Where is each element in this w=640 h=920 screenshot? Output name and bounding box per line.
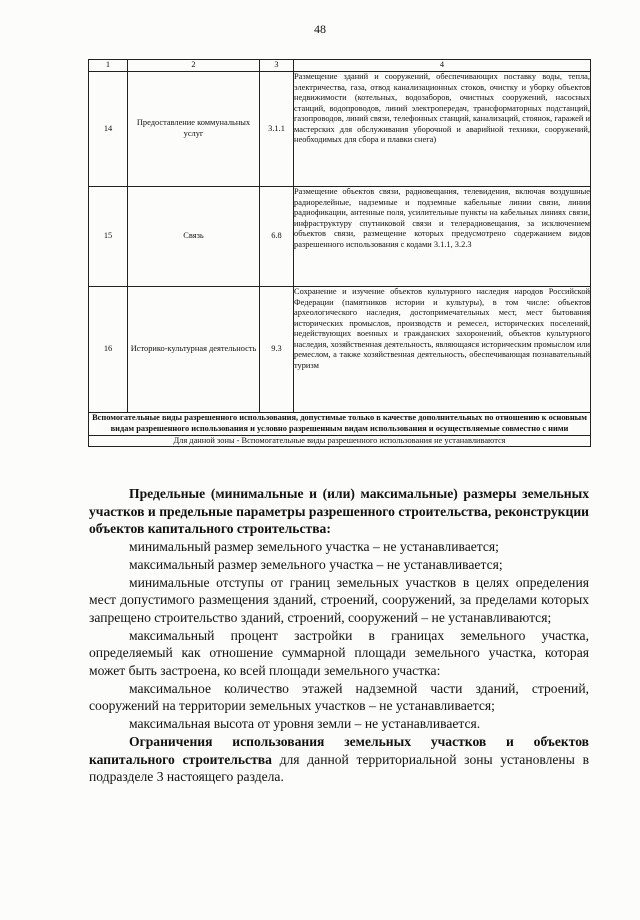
- restrictions-bold: Ограничения использования земельных участков и объектов капитального строительства: [89, 733, 589, 767]
- paragraph-min-size: минимальный размер земельного участка – не устанавливается;: [129, 539, 499, 555]
- paragraph-max-size: максимальный размер земельного участка – не устанавливается;: [129, 556, 503, 572]
- parameters-heading: Предельные (минимальные и (или) максимальные) размеры земельных участков и предельные параметры разрешенного строительства, реконструкции объектов капитального строительства:: [89, 486, 589, 537]
- use-type-description: Размещение объектов связи, радиовещания, телевидения, включая воздушные радиорелейные, надземные и подземные кабельные линии связи, линии радиофикации, антенные поля, усилительные пункты на кабельных линиях связи, инфраструктуру спутниковой связи и телерадиовещания, за исключением объектов связи, размещение которых предусмотрено содержанием видов разрешенного использования с кодами 3.1.1, 3.2.3: [294, 187, 591, 287]
- column-header: 3: [260, 60, 294, 72]
- table-header-row: [89, 60, 591, 72]
- table-row: [89, 187, 591, 287]
- table-row: [89, 287, 591, 413]
- row-number: 14: [89, 72, 128, 187]
- use-type-code: 9.3: [260, 287, 294, 413]
- paragraph-height: максимальная высота от уровня земли – не устанавливается.: [129, 716, 481, 732]
- use-type-name: Предоставление коммунальных услуг: [128, 72, 260, 187]
- restrictions-rest: для данной территориальной зоны установлены в подразделе 3 настоящего раздела.: [89, 751, 589, 785]
- use-type-name: Связь: [128, 187, 260, 287]
- column-header: 2: [128, 60, 260, 72]
- table-row: [89, 72, 591, 187]
- use-type-description: Сохранение и изучение объектов культурного наследия народов Российской Федерации (памятников истории и культуры), в том числе: объектов археологического наследия, достопримечательных мест, мест бытования исторических промыслов, производств и ремесел, исторических поселений, недействующих военных и гражданских захоронений, объектов культурного наследия, хозяйственная деятельность, являющаяся историческим промыслом или ремеслом, а также хозяйственная деятельность, обеспечивающая познавательный туризм: [294, 287, 591, 413]
- paragraph-coverage: максимальный процент застройки в границах земельного участка, определяемый как отношение суммарной площади земельного участка, которая может быть застроена, ко всей площади земельного участка:: [89, 627, 589, 679]
- paragraph-floors: максимальное количество этажей надземной части зданий, строений, сооружений на территории земельных участков – не устанавливается;: [89, 680, 589, 714]
- auxiliary-uses-note: Для данной зоны - Вспомогательные виды разрешенного использования не устанавливаются: [89, 435, 591, 447]
- paragraph-setbacks: минимальные отступы от границ земельных участков в целях определения мест допустимого размещения зданий, строений, сооружений, за пределами которых запрещено строительство зданий, строений, сооружений – не устанавливаются;: [89, 574, 589, 625]
- paragraph-restrictions: [89, 733, 589, 786]
- row-number: 15: [89, 187, 128, 287]
- column-header: 1: [89, 60, 128, 72]
- row-number: 16: [89, 287, 128, 413]
- auxiliary-note-row: [89, 435, 591, 447]
- use-type-code: 3.1.1: [260, 72, 294, 187]
- use-type-name: Историко-культурная деятельность: [128, 287, 260, 413]
- parameters-section: [89, 485, 589, 786]
- use-type-description: Размещение зданий и сооружений, обеспечивающих поставку воды, тепла, электричества, газа, отвод канализационных стоков, очистку и уборку объектов недвижимости (котельных, водозаборов, очистных сооружений, насосных станций, водопроводов, линий электропередач, трансформаторных подстанций, газопроводов, линий связи, телефонных станций, канализаций, стоянок, гаражей и мастерских для обслуживания уборочной и аварийной техники, сооружений, необходимых для сбора и плавки снега): [294, 72, 591, 187]
- column-header: 4: [294, 60, 591, 72]
- land-use-table: [88, 59, 591, 447]
- use-type-code: 6.8: [260, 187, 294, 287]
- page-number: 48: [314, 22, 326, 36]
- auxiliary-title-row: [89, 413, 591, 436]
- auxiliary-uses-title: Вспомогательные виды разрешенного использования, допустимые только в качестве дополнительных по отношению к основным видам разрешенного использования и условно разрешенным видам использования и осуществляемые совместно с ними: [89, 413, 591, 436]
